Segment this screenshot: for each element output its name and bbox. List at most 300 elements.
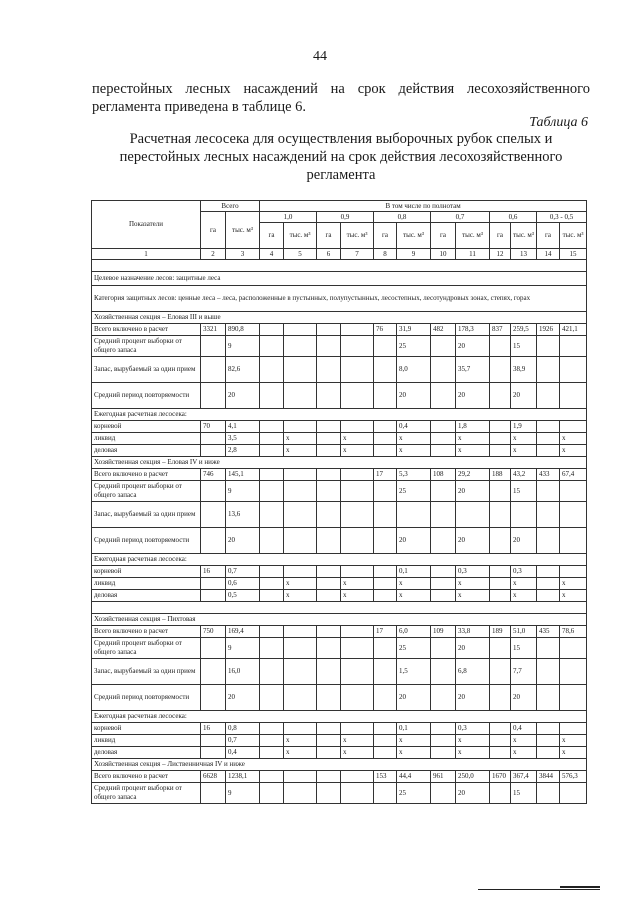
data-cell: [201, 590, 226, 602]
data-cell: х: [560, 747, 587, 759]
root-row: [92, 566, 587, 578]
data-cell: 5,3: [397, 469, 431, 481]
data-cell: [537, 481, 560, 502]
data-cell: 482: [431, 324, 456, 336]
row-label: Запас, вырубаемый за один прием: [92, 357, 201, 383]
data-cell: 108: [431, 469, 456, 481]
data-cell: 1,9: [511, 421, 537, 433]
data-cell: [284, 566, 317, 578]
data-cell: [490, 502, 511, 528]
data-cell: [374, 747, 397, 759]
header-ha: га: [374, 223, 397, 249]
row-label: деловая: [92, 445, 201, 457]
data-cell: [490, 566, 511, 578]
data-cell: [284, 324, 317, 336]
data-cell: [431, 783, 456, 804]
row-label: Средний процент выборки от общего запаса: [92, 481, 201, 502]
data-cell: [431, 566, 456, 578]
data-cell: 31,9: [397, 324, 431, 336]
data-cell: [490, 445, 511, 457]
data-cell: [284, 481, 317, 502]
data-cell: [537, 433, 560, 445]
data-cell: [537, 735, 560, 747]
column-numbers-row: [92, 249, 587, 260]
data-cell: 25: [397, 481, 431, 502]
data-cell: х: [560, 445, 587, 457]
column-number: 8: [374, 249, 397, 260]
data-cell: [374, 590, 397, 602]
data-cell: 17: [374, 469, 397, 481]
data-cell: [374, 502, 397, 528]
data-cell: 189: [490, 626, 511, 638]
data-cell: [260, 735, 284, 747]
data-cell: [560, 481, 587, 502]
data-cell: [490, 783, 511, 804]
data-cell: 576,3: [560, 771, 587, 783]
data-cell: 9: [226, 481, 260, 502]
data-cell: 25: [397, 336, 431, 357]
data-cell: 0,3: [511, 566, 537, 578]
data-cell: 9: [226, 336, 260, 357]
data-cell: х: [511, 445, 537, 457]
data-cell: [284, 783, 317, 804]
data-cell: 20: [511, 383, 537, 409]
stock-row: [92, 357, 587, 383]
data-cell: [260, 578, 284, 590]
data-cell: [317, 481, 341, 502]
row-label: Запас, вырубаемый за один прием: [92, 659, 201, 685]
data-cell: [317, 566, 341, 578]
header-total-m3: тыс. м³: [226, 212, 260, 249]
data-cell: 44,4: [397, 771, 431, 783]
header-density: 0,3 - 0,5: [537, 212, 587, 223]
annual-label: Ежегодная расчетная лесосека:: [92, 554, 587, 566]
data-cell: [490, 723, 511, 735]
data-cell: [201, 502, 226, 528]
total-row: [92, 771, 587, 783]
data-cell: 421,1: [560, 324, 587, 336]
data-cell: [490, 433, 511, 445]
annual-label: Ежегодная расчетная лесосека:: [92, 409, 587, 421]
data-cell: х: [397, 735, 431, 747]
data-cell: [374, 578, 397, 590]
data-cell: [260, 433, 284, 445]
data-cell: [537, 383, 560, 409]
data-cell: 188: [490, 469, 511, 481]
column-number: 7: [341, 249, 374, 260]
data-cell: х: [456, 590, 490, 602]
data-cell: [341, 528, 374, 554]
data-cell: 435: [537, 626, 560, 638]
data-cell: 8,0: [397, 357, 431, 383]
data-cell: [317, 336, 341, 357]
data-cell: [201, 383, 226, 409]
liquid-row: [92, 735, 587, 747]
data-cell: [284, 659, 317, 685]
data-cell: [317, 685, 341, 711]
header-density: 1,0: [260, 212, 317, 223]
table-title: Расчетная лесосека для осуществления выборочных рубок спелых и перестойных лесных насаждений на срок действия лесохозяйственного регламента: [119, 131, 563, 183]
data-cell: [260, 771, 284, 783]
data-cell: [490, 357, 511, 383]
data-cell: [201, 336, 226, 357]
data-cell: [341, 638, 374, 659]
data-cell: [560, 783, 587, 804]
data-cell: 13,6: [226, 502, 260, 528]
liquid-row: [92, 433, 587, 445]
data-cell: 20: [226, 685, 260, 711]
data-cell: 7,7: [511, 659, 537, 685]
data-cell: [537, 357, 560, 383]
data-cell: х: [284, 590, 317, 602]
data-cell: [374, 357, 397, 383]
data-cell: [201, 685, 226, 711]
data-cell: [537, 336, 560, 357]
data-cell: х: [511, 578, 537, 590]
data-cell: [560, 638, 587, 659]
spacer-cell: [92, 260, 587, 272]
data-cell: [374, 659, 397, 685]
data-cell: [374, 433, 397, 445]
data-cell: 25: [397, 783, 431, 804]
spacer-row: [92, 260, 587, 272]
data-cell: [341, 481, 374, 502]
data-cell: [284, 469, 317, 481]
data-cell: [431, 685, 456, 711]
data-cell: [284, 383, 317, 409]
page-number: 44: [313, 49, 327, 64]
data-cell: [284, 685, 317, 711]
data-cell: 259,5: [511, 324, 537, 336]
annual-row: [92, 711, 587, 723]
data-cell: [374, 638, 397, 659]
data-cell: 0,7: [226, 566, 260, 578]
data-cell: 76: [374, 324, 397, 336]
data-cell: 20: [226, 528, 260, 554]
data-cell: 9: [226, 783, 260, 804]
table-label: Таблица 6: [529, 115, 588, 130]
column-number: 1: [92, 249, 201, 260]
column-number: 11: [456, 249, 490, 260]
data-cell: [317, 578, 341, 590]
data-cell: [317, 469, 341, 481]
data-cell: 2,8: [226, 445, 260, 457]
data-cell: [341, 336, 374, 357]
data-cell: [284, 421, 317, 433]
data-cell: 20: [456, 481, 490, 502]
data-cell: [537, 528, 560, 554]
header-m3: тыс. м³: [341, 223, 374, 249]
data-cell: [374, 566, 397, 578]
total-row: [92, 626, 587, 638]
intro-line-1: перестойных лесных насаждений на срок действия лесохозяйственного: [92, 81, 590, 97]
data-cell: [317, 659, 341, 685]
data-cell: х: [560, 735, 587, 747]
data-cell: [260, 626, 284, 638]
root-row: [92, 723, 587, 735]
section-header-row: [92, 457, 587, 469]
data-cell: [317, 723, 341, 735]
data-cell: 0,3: [456, 723, 490, 735]
data-cell: х: [456, 747, 490, 759]
data-cell: 6628: [201, 771, 226, 783]
business-row: [92, 590, 587, 602]
data-cell: [490, 336, 511, 357]
section-header-row: [92, 759, 587, 771]
data-cell: [201, 578, 226, 590]
data-cell: 178,3: [456, 324, 490, 336]
data-cell: [260, 528, 284, 554]
avg-pct-row: [92, 783, 587, 804]
data-cell: [537, 502, 560, 528]
data-cell: [341, 685, 374, 711]
data-cell: х: [456, 433, 490, 445]
column-number: 10: [431, 249, 456, 260]
data-cell: [284, 336, 317, 357]
data-cell: [260, 445, 284, 457]
data-cell: 17: [374, 626, 397, 638]
data-cell: 20: [456, 528, 490, 554]
cutting-area-table: [91, 200, 587, 804]
header-ha: га: [537, 223, 560, 249]
data-cell: [431, 638, 456, 659]
data-cell: 169,4: [226, 626, 260, 638]
data-cell: [537, 445, 560, 457]
data-cell: [260, 783, 284, 804]
data-cell: [374, 723, 397, 735]
total-row: [92, 324, 587, 336]
data-cell: [490, 685, 511, 711]
data-cell: [490, 383, 511, 409]
data-cell: 1,8: [456, 421, 490, 433]
data-cell: 0,4: [397, 421, 431, 433]
data-cell: [341, 659, 374, 685]
data-cell: [537, 659, 560, 685]
data-cell: [260, 336, 284, 357]
data-cell: [431, 735, 456, 747]
section-name: Хозяйственная секция – Еловая IV и ниже: [92, 457, 587, 469]
avg-pct-row: [92, 638, 587, 659]
data-cell: [341, 469, 374, 481]
column-number: 14: [537, 249, 560, 260]
data-cell: [431, 433, 456, 445]
data-cell: 16: [201, 723, 226, 735]
data-cell: [260, 723, 284, 735]
data-cell: [374, 735, 397, 747]
data-cell: [260, 324, 284, 336]
column-number: 12: [490, 249, 511, 260]
annual-row: [92, 409, 587, 421]
data-cell: [317, 590, 341, 602]
data-cell: х: [511, 747, 537, 759]
data-cell: [341, 626, 374, 638]
data-cell: [284, 723, 317, 735]
data-cell: 1,5: [397, 659, 431, 685]
data-cell: [284, 771, 317, 783]
row-label: Средний процент выборки от общего запаса: [92, 336, 201, 357]
data-cell: 16: [201, 566, 226, 578]
data-cell: [317, 357, 341, 383]
data-cell: [374, 445, 397, 457]
data-cell: 3321: [201, 324, 226, 336]
data-cell: 20: [456, 783, 490, 804]
header-ha: га: [431, 223, 456, 249]
header-indicators: Показатели: [92, 201, 201, 249]
data-cell: [560, 336, 587, 357]
data-cell: [490, 735, 511, 747]
data-cell: х: [341, 578, 374, 590]
data-cell: 3844: [537, 771, 560, 783]
data-cell: [374, 783, 397, 804]
data-cell: [260, 566, 284, 578]
header-density: 0,6: [490, 212, 537, 223]
column-number: 6: [317, 249, 341, 260]
data-cell: [490, 421, 511, 433]
data-cell: 250,0: [456, 771, 490, 783]
data-cell: 1926: [537, 324, 560, 336]
data-cell: [260, 590, 284, 602]
data-cell: [537, 578, 560, 590]
data-cell: х: [560, 590, 587, 602]
data-cell: [431, 336, 456, 357]
data-cell: 20: [456, 685, 490, 711]
data-cell: [537, 685, 560, 711]
data-cell: х: [284, 578, 317, 590]
header-total-ha: га: [201, 212, 226, 249]
data-cell: [260, 502, 284, 528]
row-label: корневой: [92, 566, 201, 578]
data-cell: [260, 383, 284, 409]
data-cell: 961: [431, 771, 456, 783]
data-cell: [260, 747, 284, 759]
header-m3: тыс. м³: [560, 223, 587, 249]
data-cell: [490, 590, 511, 602]
data-cell: х: [511, 735, 537, 747]
data-cell: 20: [226, 383, 260, 409]
data-cell: 433: [537, 469, 560, 481]
row-label: корневой: [92, 723, 201, 735]
data-cell: [260, 659, 284, 685]
column-number: 5: [284, 249, 317, 260]
data-cell: 15: [511, 481, 537, 502]
data-cell: [317, 626, 341, 638]
data-cell: х: [341, 445, 374, 457]
data-cell: 67,4: [560, 469, 587, 481]
data-cell: х: [284, 445, 317, 457]
data-cell: [374, 481, 397, 502]
data-cell: [490, 659, 511, 685]
data-cell: [260, 638, 284, 659]
data-cell: [511, 502, 537, 528]
data-cell: [374, 421, 397, 433]
section-name: Хозяйственная секция – Еловая III и выше: [92, 312, 587, 324]
data-cell: 51,0: [511, 626, 537, 638]
data-cell: 78,6: [560, 626, 587, 638]
data-cell: [560, 528, 587, 554]
spacer-cell: [92, 602, 587, 614]
category-row: [92, 286, 587, 312]
header-m3: тыс. м³: [511, 223, 537, 249]
row-label: Всего включено в расчет: [92, 771, 201, 783]
data-cell: [560, 723, 587, 735]
annual-label: Ежегодная расчетная лесосека:: [92, 711, 587, 723]
row-label: Всего включено в расчет: [92, 626, 201, 638]
header-row-1: [92, 201, 587, 212]
data-cell: 20: [397, 685, 431, 711]
data-cell: х: [397, 590, 431, 602]
row-label: Всего включено в расчет: [92, 469, 201, 481]
data-cell: х: [511, 433, 537, 445]
data-cell: [490, 578, 511, 590]
data-cell: 9: [226, 638, 260, 659]
data-cell: [456, 502, 490, 528]
column-number: 3: [226, 249, 260, 260]
row-label: Средний процент выборки от общего запаса: [92, 783, 201, 804]
data-cell: [560, 659, 587, 685]
row-label: ликвид: [92, 578, 201, 590]
data-cell: [431, 723, 456, 735]
header-density: 0,9: [317, 212, 374, 223]
data-cell: [397, 502, 431, 528]
data-cell: [537, 638, 560, 659]
data-cell: 145,1: [226, 469, 260, 481]
data-cell: [201, 735, 226, 747]
data-cell: [260, 481, 284, 502]
avg-pct-row: [92, 481, 587, 502]
data-cell: 750: [201, 626, 226, 638]
row-label: корневой: [92, 421, 201, 433]
column-number: 4: [260, 249, 284, 260]
row-label: Всего включено в расчет: [92, 324, 201, 336]
data-cell: [341, 324, 374, 336]
data-cell: [431, 747, 456, 759]
data-cell: 4,1: [226, 421, 260, 433]
data-cell: [490, 481, 511, 502]
column-number: 9: [397, 249, 431, 260]
data-cell: х: [456, 445, 490, 457]
data-cell: [341, 502, 374, 528]
data-cell: х: [397, 445, 431, 457]
data-cell: х: [341, 433, 374, 445]
footer-rule: [478, 889, 600, 890]
data-cell: 16,0: [226, 659, 260, 685]
row-label: Средний период повторяемости: [92, 528, 201, 554]
data-cell: 82,6: [226, 357, 260, 383]
data-cell: х: [284, 433, 317, 445]
data-cell: [490, 528, 511, 554]
data-cell: [284, 357, 317, 383]
data-cell: 890,8: [226, 324, 260, 336]
data-cell: 6,8: [456, 659, 490, 685]
data-cell: [560, 566, 587, 578]
data-cell: [317, 421, 341, 433]
data-cell: 70: [201, 421, 226, 433]
data-cell: 33,8: [456, 626, 490, 638]
data-cell: [284, 502, 317, 528]
data-cell: 1238,1: [226, 771, 260, 783]
data-cell: [431, 502, 456, 528]
purpose-text: Целевое назначение лесов: защитные леса: [92, 272, 587, 286]
category-text: Категория защитных лесов: ценные леса – леса, расположенные в пустынных, полупустынных, лесостепных, лесотундровых зонах, степях, горах: [92, 286, 587, 312]
data-cell: 15: [511, 336, 537, 357]
data-cell: [490, 638, 511, 659]
data-cell: 837: [490, 324, 511, 336]
data-cell: [537, 783, 560, 804]
data-cell: 20: [511, 528, 537, 554]
data-cell: [284, 626, 317, 638]
data-cell: [201, 481, 226, 502]
data-cell: [431, 578, 456, 590]
